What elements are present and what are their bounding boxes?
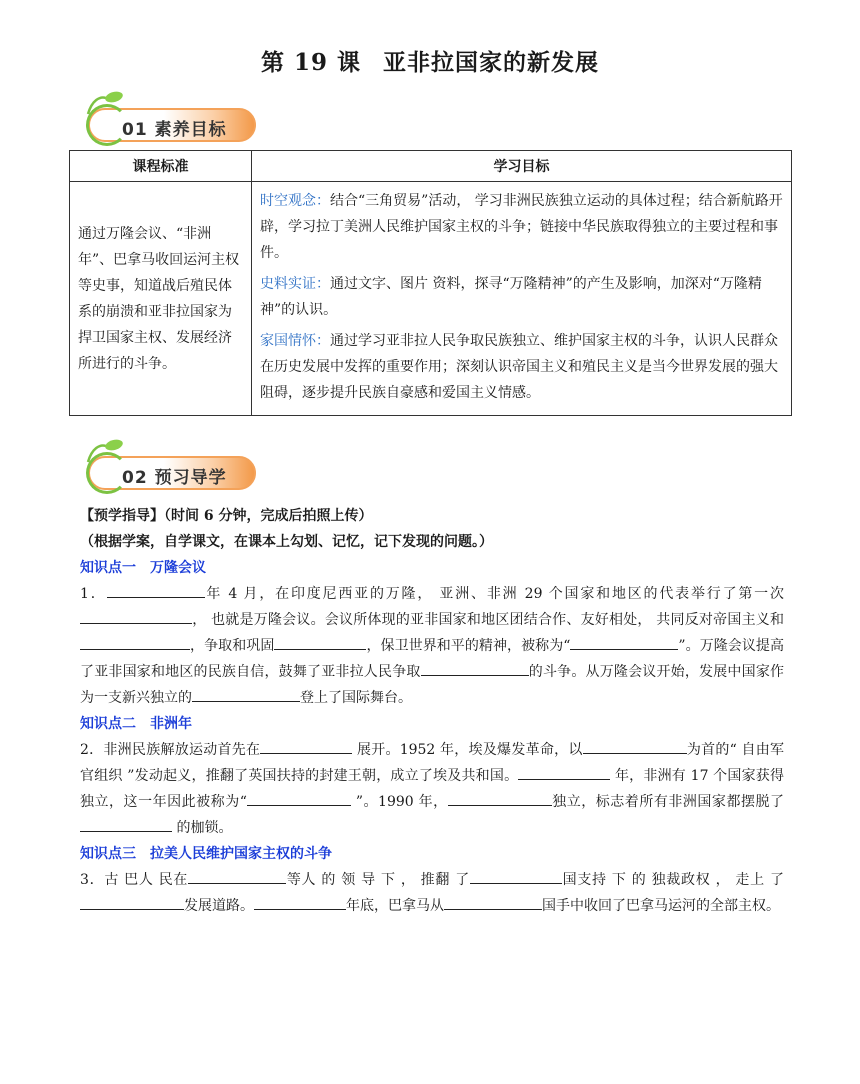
preview-section	[80, 503, 784, 919]
objective-text: 通过文字、图片 资料，探寻“万隆精神”的产生及影响，加深对“万隆精神”的认识。	[260, 276, 762, 318]
question-text: 的枷锁。	[172, 820, 233, 836]
standard-cell: 通过万隆会议、“非洲年”、巴拿马收回运河主权等史事，知道战后殖民体系的崩溃和亚非拉国家为捍卫国家主权、发展经济所进行的斗争。	[70, 182, 252, 416]
question-text: 的斗争。从万隆会议开始，发展中国家作为一支新兴独立的	[80, 664, 785, 706]
question-text: ”。万隆会议提高了亚非国家和地区的民族自信，鼓舞了亚非拉人民争取	[80, 638, 784, 680]
preview-instruction: （根据学案，自学课文，在课本上勾划、记忆，记下发现的问题。）	[80, 534, 493, 550]
fill-blank[interactable]	[260, 738, 352, 754]
question-text: ， 也就是万隆会议。会议所体现的亚非国家和地区团结合作、友好相处， 共同反对帝国主义和	[192, 612, 784, 628]
page-title	[0, 44, 860, 77]
header-standard: 课程标准	[70, 151, 252, 182]
objective-item	[260, 271, 783, 323]
fill-blank[interactable]	[444, 894, 542, 910]
question-text: 年 4 月，在印度尼西亚的万隆， 亚洲、非洲 29 个国家和地区的代表举行了第一次	[204, 586, 784, 602]
fill-blank[interactable]	[80, 608, 192, 624]
goals-table	[69, 150, 792, 416]
fill-blank[interactable]	[188, 868, 286, 884]
banner-label: 01 素养目标	[122, 120, 227, 140]
objective-text: 通过学习亚非拉人民争取民族独立、维护国家主权的斗争，认识人民群众在历史发展中发挥的重要作用；深刻认识帝国主义和殖民主义是当今世界发展的强大阻碍，逐步提升民族自豪感和爱国主义情感。	[260, 333, 778, 401]
section-banner-preview	[80, 436, 265, 498]
objective-text: 结合“三角贸易”活动， 学习非洲民族独立运动的具体过程；结合新航路开辟，学习拉丁美洲人民维护国家主权的斗争；链接中华民族取得独立的主要过程和事件。	[260, 193, 783, 261]
objectives-cell	[252, 182, 792, 416]
header-objectives: 学习目标	[252, 151, 792, 182]
question-text: 为首的“ 自由军官组织 ”发动起义，推翻了英国扶持的封建王朝，成立了埃及共和国。	[80, 742, 784, 784]
question-text: 国手中收回了巴拿马运河的全部主权。	[542, 898, 780, 914]
fill-blank[interactable]	[583, 738, 687, 754]
question-number: 2．	[80, 742, 104, 758]
question-number: 3．	[80, 872, 105, 888]
question-text: 年底，巴拿马从	[346, 898, 444, 914]
objective-category: 家国情怀：	[260, 333, 330, 349]
fill-blank[interactable]	[470, 868, 562, 884]
question-text: 展开。1952 年，埃及爆发革命，以	[352, 742, 583, 758]
objective-category: 时空观念：	[260, 193, 330, 209]
objective-item	[260, 328, 783, 406]
question-text: 年，非洲有 17 个国家获得独立，这一年因此被称为“	[80, 768, 784, 810]
knowledge-point-1: 知识点一 万隆会议	[80, 560, 206, 576]
fill-blank[interactable]	[247, 790, 351, 806]
fill-blank[interactable]	[448, 790, 552, 806]
fill-blank[interactable]	[80, 894, 184, 910]
fill-blank[interactable]	[80, 634, 190, 650]
question-text: 古 巴人 民在	[104, 872, 189, 888]
fill-blank[interactable]	[421, 660, 529, 676]
question-1	[80, 581, 784, 711]
question-text: 国支持 下 的 独裁政权 ， 走上 了	[561, 872, 784, 888]
lesson-title: 亚非拉国家的新发展	[383, 49, 600, 76]
fill-blank[interactable]	[80, 816, 172, 832]
fill-blank[interactable]	[274, 634, 366, 650]
question-3	[80, 867, 784, 919]
question-text: ，争取和巩固	[190, 638, 275, 654]
fill-blank[interactable]	[107, 582, 205, 598]
knowledge-point-2: 知识点二 非洲年	[80, 716, 192, 732]
question-text: 登上了国际舞台。	[300, 690, 412, 706]
fill-blank[interactable]	[254, 894, 346, 910]
lesson-number: 第 19 课	[260, 49, 362, 76]
knowledge-point-3: 知识点三 拉美人民维护国家主权的斗争	[80, 846, 332, 862]
objective-category: 史料实证：	[260, 276, 330, 292]
question-text: 非洲民族解放运动首先在	[103, 742, 261, 758]
section-banner-goals	[80, 88, 265, 150]
question-text: 发展道路。	[184, 898, 254, 914]
preview-guide: 【预学指导】（时间 6 分钟，完成后拍照上传）	[80, 508, 373, 524]
question-text: ”。1990 年，	[350, 794, 448, 810]
question-text: ，保卫世界和平的精神，被称为“	[366, 638, 571, 654]
question-text: 独立，标志着所有非洲国家都摆脱了	[551, 794, 784, 810]
banner-label: 02 预习导学	[122, 468, 227, 488]
fill-blank[interactable]	[192, 686, 300, 702]
fill-blank[interactable]	[570, 634, 678, 650]
question-text: 等人 的 领 导 下 ， 推翻 了	[286, 872, 470, 888]
fill-blank[interactable]	[518, 764, 610, 780]
objective-item	[260, 188, 783, 266]
question-2	[80, 737, 784, 841]
question-number: 1．	[80, 586, 107, 602]
